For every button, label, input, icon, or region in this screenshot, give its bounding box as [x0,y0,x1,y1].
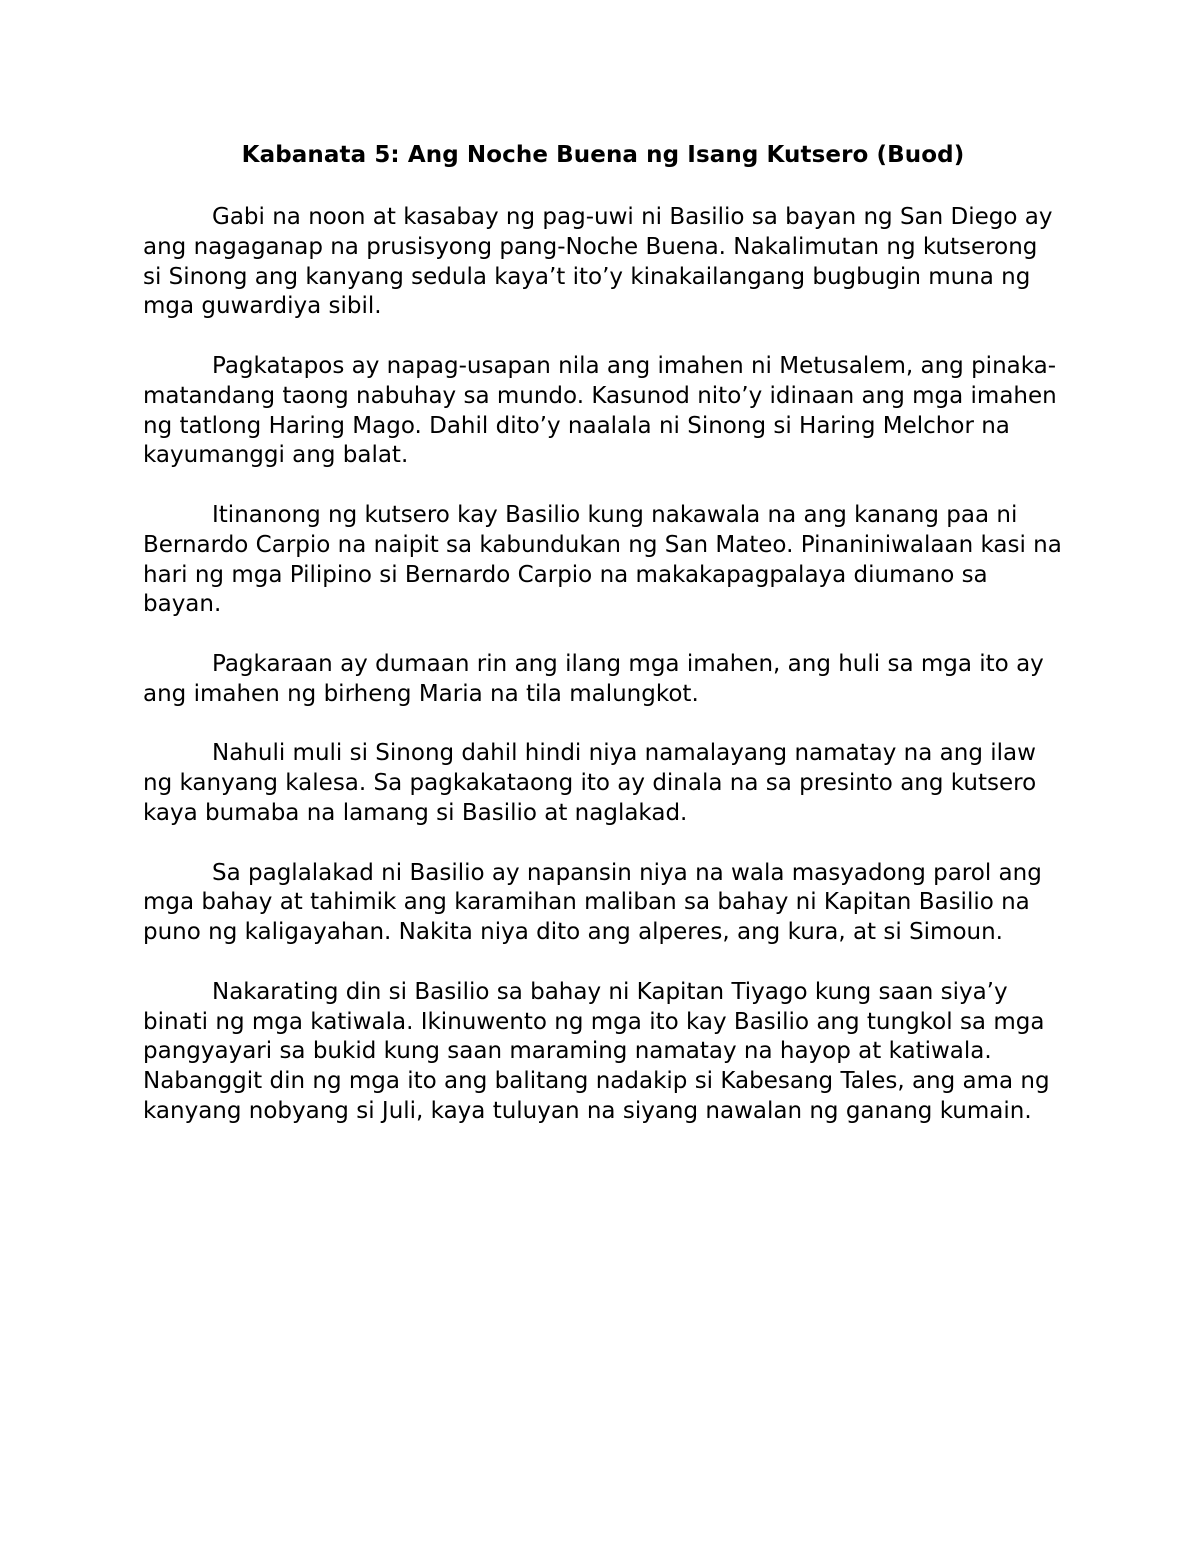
paragraph-3: Itinanong ng kutsero kay Basilio kung nakawala na ang kanang paa ni Bernardo Carpio na naipit sa kabundukan ng San Mateo. Pinaniniwalaan kasi na hari ng mga Pilipino si Bernardo Carpio na makakapagpalaya diumano sa bayan. [143,501,1062,618]
paragraph-6: Sa paglalakad ni Basilio ay napansin niya na wala masyadong parol ang mga bahay at tahimik ang karamihan maliban sa bahay ni Kapitan Basilio na puno ng kaligayahan. Nakita niya dito ang alperes, ang kura, at si Simoun. [143,859,1042,946]
paragraph-4: Pagkaraan ay dumaan rin ang ilang mga imahen, ang huli sa mga ito ay ang imahen ng birheng Maria na tila malungkot. [143,650,1044,707]
paragraph-7: Nakarating din si Basilio sa bahay ni Kapitan Tiyago kung saan siya’y binati ng mga katiwala. Ikinuwento ng mga ito kay Basilio ang tungkol sa mga pangyayari sa bukid kung saan maraming namatay na hayop at katiwala. Nabanggit din ng mga ito ang balitang nadakip si Kabesang Tales, ang ama ng kanyang nobyang si Juli, kaya tuluyan na siyang nawalan ng ganang kumain. [143,978,1050,1124]
paragraph-2: Pagkatapos ay napag-usapan nila ang imahen ni Metusalem, ang pinaka-matandang taong nabuhay sa mundo. Kasunod nito’y idinaan ang mga imahen ng tatlong Haring Mago. Dahil dito’y naalala ni Sinong si Haring Melchor na kayumanggi ang balat. [143,352,1057,469]
paragraph-1: Gabi na noon at kasabay ng pag-uwi ni Basilio sa bayan ng San Diego ay ang nagaganap na prusisyong pang-Noche Buena. Nakalimutan ng kutserong si Sinong ang kanyang sedula kaya’t ito’y kinakailangang bugbugin muna ng mga guwardiya sibil. [143,204,1053,320]
paragraph-5: Nahuli muli si Sinong dahil hindi niya namalayang namatay na ang ilaw ng kanyang kalesa. Sa pagkakataong ito ay dinala na sa presinto ang kutsero kaya bumaba na lamang si Basilio at naglakad. [143,740,1037,826]
document-title: Kabanata 5: Ang Noche Buena ng Isang Kutsero (Buod) [241,142,965,168]
document-page [143,138,1063,1127]
